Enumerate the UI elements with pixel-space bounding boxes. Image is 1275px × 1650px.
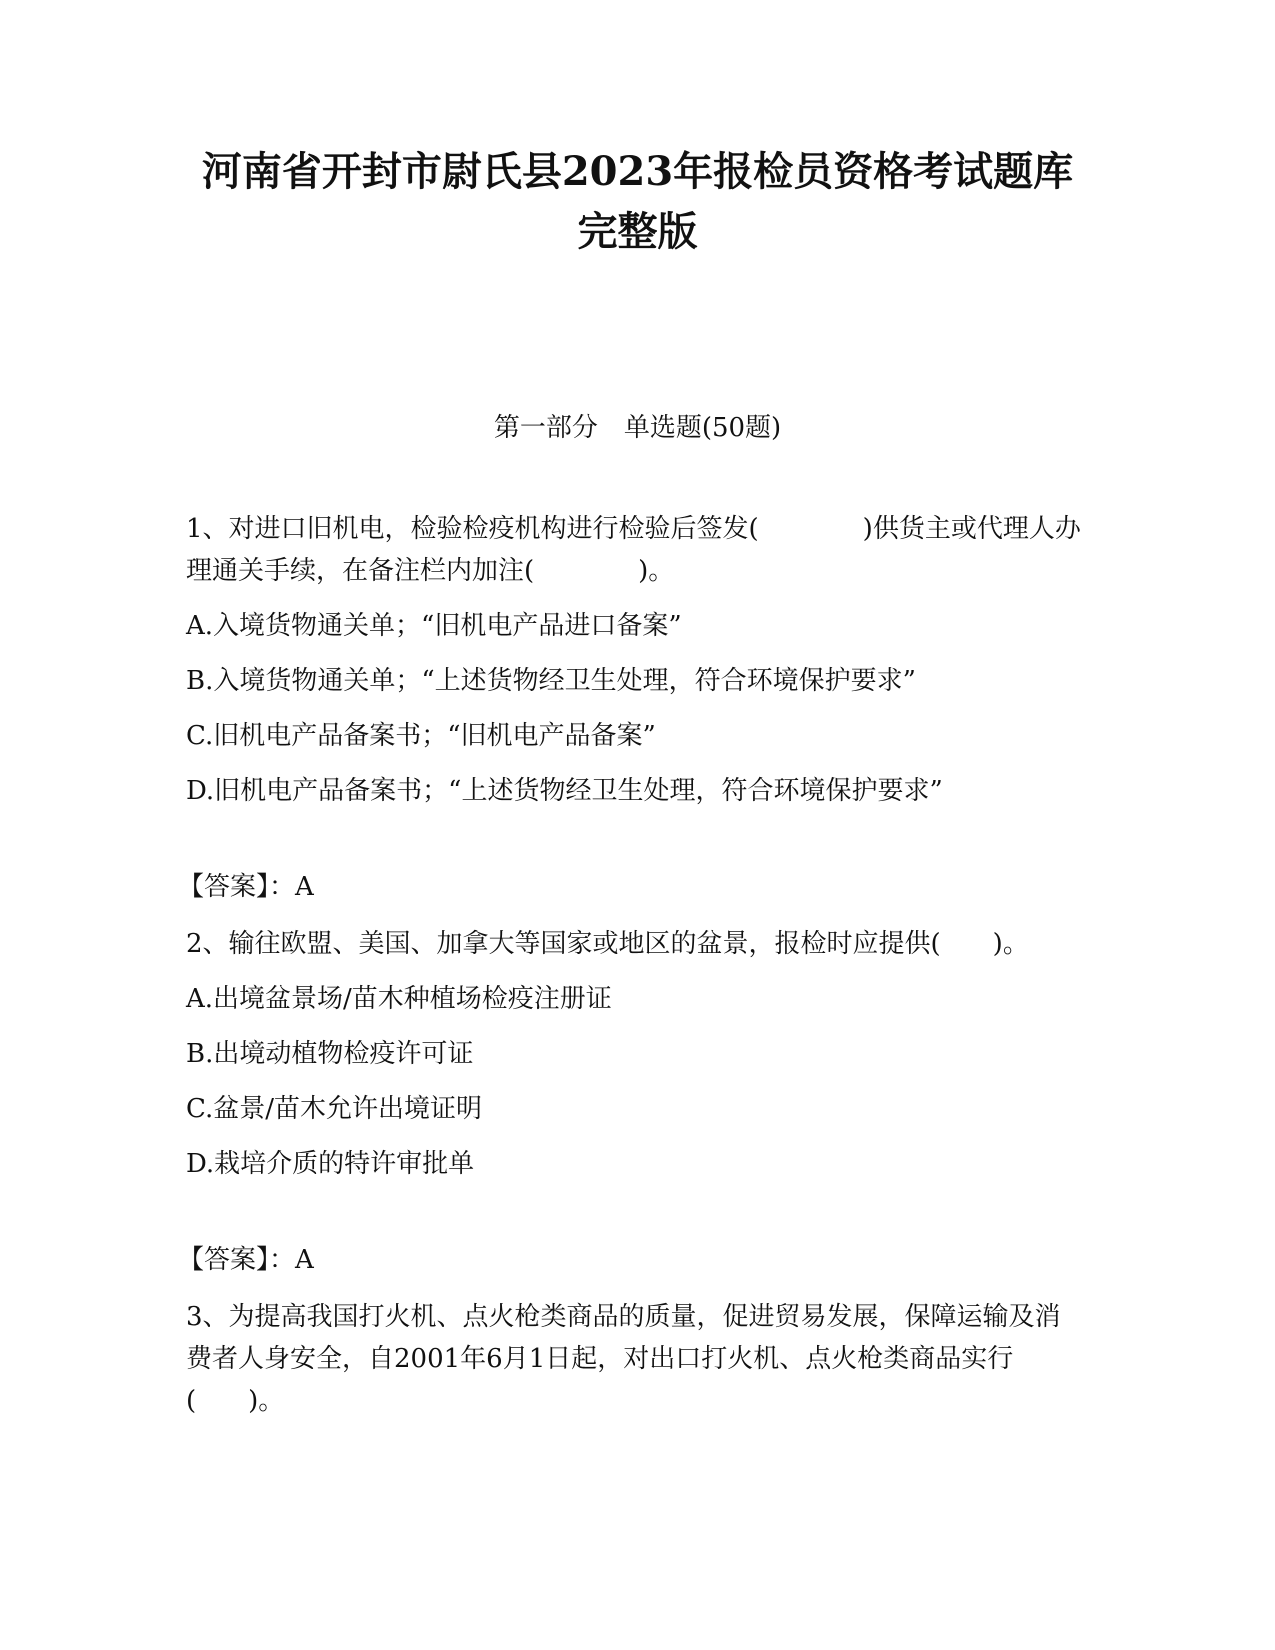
answer-label: 【答案】：A — [178, 872, 314, 902]
document-title-line-1: 河南省开封市尉氏县2023年报检员资格考试题库 — [201, 148, 1074, 195]
option-a: A.入境货物通关单；“旧机电产品进口备案” — [186, 611, 682, 641]
answer-label: 【答案】：A — [178, 1245, 314, 1275]
option-d: D.旧机电产品备案书；“上述货物经卫生处理，符合环境保护要求” — [186, 776, 943, 806]
option-a: A.出境盆景场/苗木种植场检疫注册证 — [186, 984, 612, 1014]
option-b: B.入境货物通关单；“上述货物经卫生处理，符合环境保护要求” — [186, 666, 916, 696]
question-stem: 2、输往欧盟、美国、加拿大等国家或地区的盆景，报检时应提供( )。 — [186, 929, 1029, 959]
question-1 — [178, 508, 1086, 907]
question-stem: 1、对进口旧机电，检验检疫机构进行检验后签发( )供货主或代理人办理通关手续，在备注栏内加注( )。 — [186, 514, 1081, 586]
option-d: D.栽培介质的特许审批单 — [186, 1149, 475, 1179]
question-list — [178, 508, 1086, 1436]
option-c: C.旧机电产品备案书；“旧机电产品备案” — [186, 721, 656, 751]
document-title-line-2: 完整版 — [577, 208, 698, 255]
question-2 — [178, 923, 1086, 1280]
option-b: B.出境动植物检疫许可证 — [186, 1039, 474, 1069]
section-title: 第一部分 单选题(50题) — [493, 413, 782, 443]
question-stem: 3、为提高我国打火机、点火枪类商品的质量，促进贸易发展，保障运输及消费者人身安全，自2001年6月1日起，对出口打火机、点火枪类商品实行( )。 — [186, 1302, 1061, 1416]
question-3 — [186, 1296, 1086, 1422]
option-c: C.盆景/苗木允许出境证明 — [186, 1094, 482, 1124]
document-title — [140, 142, 1135, 262]
